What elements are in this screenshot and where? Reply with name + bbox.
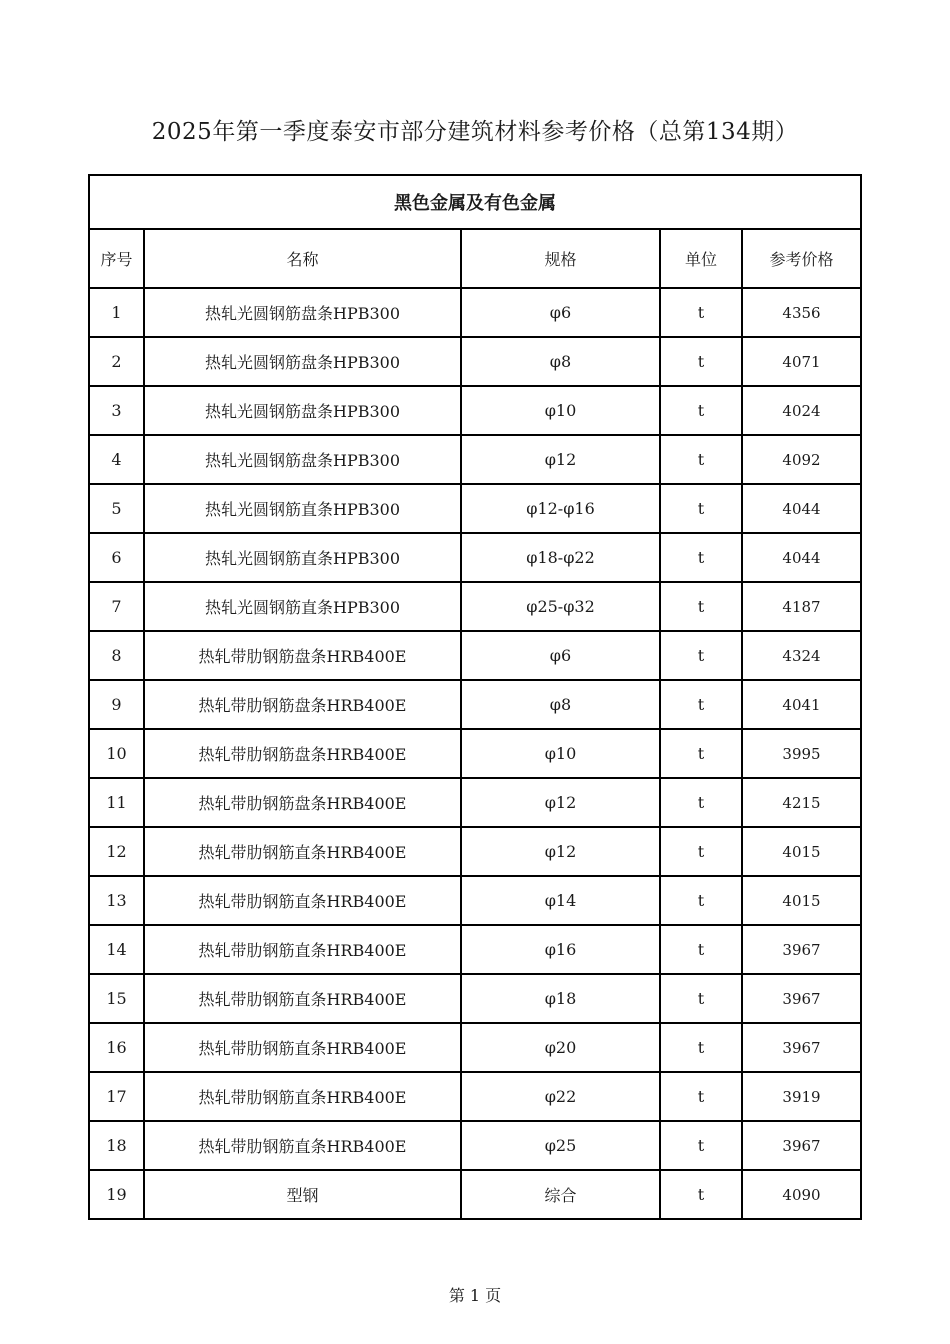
cell-unit: t (660, 1121, 742, 1170)
table-row (89, 1170, 861, 1219)
cell-unit: t (660, 680, 742, 729)
table-row (89, 582, 861, 631)
cell-price: 3967 (742, 1121, 861, 1170)
cell-index: 17 (89, 1072, 144, 1121)
price-table (88, 174, 862, 1220)
cell-index: 1 (89, 288, 144, 337)
cell-unit: t (660, 533, 742, 582)
cell-name: 热轧光圆钢筋盘条HPB300 (144, 337, 461, 386)
cell-spec: φ10 (461, 729, 660, 778)
cell-index: 19 (89, 1170, 144, 1219)
cell-price: 4090 (742, 1170, 861, 1219)
cell-name: 热轧光圆钢筋直条HPB300 (144, 484, 461, 533)
header-index: 序号 (89, 229, 144, 288)
cell-name: 热轧带肋钢筋直条HRB400E (144, 925, 461, 974)
cell-unit: t (660, 974, 742, 1023)
cell-name: 热轧带肋钢筋盘条HRB400E (144, 680, 461, 729)
cell-index: 6 (89, 533, 144, 582)
table-row (89, 288, 861, 337)
cell-index: 14 (89, 925, 144, 974)
cell-name: 热轧光圆钢筋盘条HPB300 (144, 288, 461, 337)
cell-name: 热轧光圆钢筋盘条HPB300 (144, 386, 461, 435)
cell-spec: φ12-φ16 (461, 484, 660, 533)
table-header-row (89, 229, 861, 288)
cell-index: 16 (89, 1023, 144, 1072)
header-unit: 单位 (660, 229, 742, 288)
cell-spec: φ12 (461, 778, 660, 827)
document-title: 2025年第一季度泰安市部分建筑材料参考价格（总第134期） (151, 119, 799, 145)
cell-spec: φ18 (461, 974, 660, 1023)
cell-index: 10 (89, 729, 144, 778)
cell-index: 5 (89, 484, 144, 533)
cell-name: 热轧光圆钢筋直条HPB300 (144, 582, 461, 631)
cell-spec: φ18-φ22 (461, 533, 660, 582)
cell-unit: t (660, 1170, 742, 1219)
cell-spec: φ25 (461, 1121, 660, 1170)
cell-price: 3967 (742, 974, 861, 1023)
cell-unit: t (660, 827, 742, 876)
cell-unit: t (660, 1072, 742, 1121)
header-spec: 规格 (461, 229, 660, 288)
cell-unit: t (660, 1023, 742, 1072)
cell-name: 热轧带肋钢筋盘条HRB400E (144, 778, 461, 827)
table-row (89, 533, 861, 582)
cell-spec: φ25-φ32 (461, 582, 660, 631)
table-row (89, 680, 861, 729)
section-title: 黑色金属及有色金属 (89, 175, 861, 229)
cell-price: 4356 (742, 288, 861, 337)
cell-price: 4041 (742, 680, 861, 729)
cell-spec: φ22 (461, 1072, 660, 1121)
cell-spec: φ8 (461, 337, 660, 386)
cell-unit: t (660, 337, 742, 386)
cell-name: 热轧带肋钢筋直条HRB400E (144, 827, 461, 876)
table-body (89, 288, 861, 1219)
table-row (89, 1023, 861, 1072)
cell-unit: t (660, 876, 742, 925)
cell-name: 热轧带肋钢筋直条HRB400E (144, 974, 461, 1023)
cell-spec: φ20 (461, 1023, 660, 1072)
table-row (89, 1121, 861, 1170)
cell-spec: φ16 (461, 925, 660, 974)
table-row (89, 631, 861, 680)
cell-index: 12 (89, 827, 144, 876)
header-name: 名称 (144, 229, 461, 288)
table-row (89, 435, 861, 484)
cell-price: 4015 (742, 876, 861, 925)
cell-price: 4044 (742, 484, 861, 533)
cell-index: 7 (89, 582, 144, 631)
cell-name: 热轧带肋钢筋直条HRB400E (144, 1121, 461, 1170)
cell-index: 3 (89, 386, 144, 435)
table-row (89, 1072, 861, 1121)
header-price: 参考价格 (742, 229, 861, 288)
cell-spec: φ14 (461, 876, 660, 925)
table-row (89, 386, 861, 435)
cell-unit: t (660, 386, 742, 435)
table-row (89, 827, 861, 876)
cell-spec: φ6 (461, 631, 660, 680)
cell-spec: φ12 (461, 435, 660, 484)
cell-name: 热轧带肋钢筋盘条HRB400E (144, 631, 461, 680)
cell-name: 热轧光圆钢筋直条HPB300 (144, 533, 461, 582)
cell-price: 4071 (742, 337, 861, 386)
cell-unit: t (660, 582, 742, 631)
cell-price: 3919 (742, 1072, 861, 1121)
cell-index: 13 (89, 876, 144, 925)
cell-spec: φ6 (461, 288, 660, 337)
cell-price: 4044 (742, 533, 861, 582)
cell-name: 热轧带肋钢筋直条HRB400E (144, 1023, 461, 1072)
cell-price: 4215 (742, 778, 861, 827)
cell-price: 3967 (742, 925, 861, 974)
cell-name: 热轧带肋钢筋直条HRB400E (144, 876, 461, 925)
cell-unit: t (660, 729, 742, 778)
cell-unit: t (660, 288, 742, 337)
page-number: 第 1 页 (448, 1286, 502, 1305)
cell-unit: t (660, 484, 742, 533)
cell-index: 2 (89, 337, 144, 386)
cell-spec: φ10 (461, 386, 660, 435)
table-row (89, 337, 861, 386)
cell-price: 3967 (742, 1023, 861, 1072)
table-row (89, 876, 861, 925)
cell-unit: t (660, 631, 742, 680)
table-row (89, 778, 861, 827)
cell-spec: φ8 (461, 680, 660, 729)
cell-index: 8 (89, 631, 144, 680)
cell-price: 3995 (742, 729, 861, 778)
table-row (89, 729, 861, 778)
cell-name: 热轧带肋钢筋盘条HRB400E (144, 729, 461, 778)
cell-unit: t (660, 778, 742, 827)
cell-price: 4324 (742, 631, 861, 680)
cell-price: 4092 (742, 435, 861, 484)
table-row (89, 484, 861, 533)
table-row (89, 974, 861, 1023)
cell-price: 4187 (742, 582, 861, 631)
cell-index: 9 (89, 680, 144, 729)
cell-name: 热轧光圆钢筋盘条HPB300 (144, 435, 461, 484)
cell-name: 型钢 (144, 1170, 461, 1219)
table-row (89, 925, 861, 974)
cell-spec: 综合 (461, 1170, 660, 1219)
cell-unit: t (660, 435, 742, 484)
cell-name: 热轧带肋钢筋直条HRB400E (144, 1072, 461, 1121)
cell-index: 15 (89, 974, 144, 1023)
cell-unit: t (660, 925, 742, 974)
cell-price: 4015 (742, 827, 861, 876)
cell-spec: φ12 (461, 827, 660, 876)
cell-price: 4024 (742, 386, 861, 435)
cell-index: 4 (89, 435, 144, 484)
cell-index: 18 (89, 1121, 144, 1170)
cell-index: 11 (89, 778, 144, 827)
